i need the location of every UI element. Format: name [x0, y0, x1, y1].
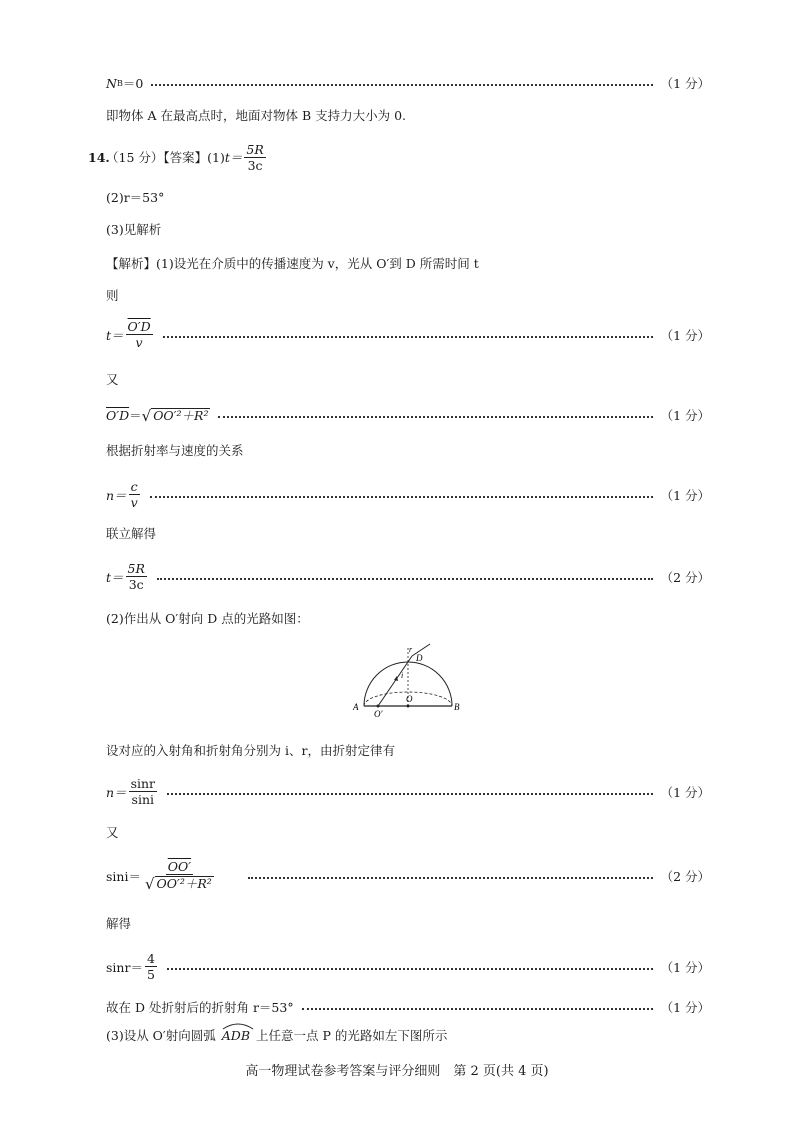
score: （1 分） [660, 784, 710, 800]
eq3-lhs [106, 480, 142, 509]
q14-fraction [244, 143, 265, 172]
score: （1 分） [660, 487, 710, 503]
dot-leader [163, 336, 653, 338]
question-number: 14. [88, 150, 110, 165]
dot-leader [218, 416, 652, 418]
q14-answer-line [106, 143, 268, 172]
answer-2: (2)r＝53° [106, 190, 165, 205]
hemisphere-light-path-diagram [346, 640, 466, 720]
conclusion-text: 即物体 A 在最高点时，地面对物体 B 支持力大小为 0. [106, 108, 407, 123]
part3-text-a: (3)设从 O′射向圆弧 [106, 1028, 216, 1043]
q14-t: t＝ [224, 149, 243, 165]
relation-text: 根据折射率与速度的关系 [106, 443, 244, 458]
score: （2 分） [660, 868, 710, 884]
label-d: D [416, 653, 423, 663]
also-text-2: 又 [106, 825, 119, 840]
score: （1 分） [660, 1000, 710, 1015]
sqrt-radicand: OO′²＋R² [153, 407, 209, 423]
eq5-lhs [106, 777, 159, 806]
eq1-fraction [126, 320, 153, 349]
fraction-numerator: O′D [127, 319, 151, 334]
dot-leader [151, 84, 652, 86]
eq6-sini: sini＝ [106, 868, 141, 884]
eq7-row [106, 952, 710, 981]
fraction-denominator [143, 875, 216, 891]
point-o-prime [377, 705, 380, 708]
eq2-equals: ＝ [129, 408, 142, 423]
label-o-prime: O′ [374, 709, 383, 719]
sqrt-symbol: √ OO′²＋R² [141, 406, 209, 425]
dot-leader [167, 968, 653, 970]
label-r: r [409, 645, 413, 654]
fraction-denominator: 3c [128, 577, 144, 592]
eq4-lhs [106, 562, 149, 591]
arc-adb [222, 1028, 250, 1044]
part3-text-b: 上任意一点 P 的光路如左下图所示 [256, 1028, 448, 1043]
score: （1 分） [660, 76, 710, 91]
arc-symbol [222, 1022, 254, 1030]
fraction-numerator: 4 [146, 951, 155, 966]
eq2-row [106, 406, 710, 424]
eq5-fraction [129, 777, 157, 806]
q14-head: （15 分）【答案】(1) [106, 149, 225, 165]
eq6-row [106, 860, 710, 891]
score: （1 分） [660, 959, 710, 975]
eq6-lhs [106, 860, 218, 891]
eq3-row [106, 480, 710, 509]
solve-text-2: 解得 [106, 916, 132, 931]
score: （1 分） [660, 408, 710, 423]
nb-rhs: ＝0 [122, 76, 144, 91]
eq7-sinr: sinr＝ [106, 959, 143, 975]
eq3-n: n＝ [106, 487, 127, 503]
fraction-numerator: OO′ [167, 859, 192, 874]
label-b: B [454, 702, 460, 712]
dot-leader [167, 793, 653, 795]
fraction-denominator: v [135, 335, 143, 350]
label-o: O [406, 694, 413, 704]
eq1-row [106, 320, 710, 349]
eq4-row [106, 562, 710, 591]
eq5-n: n＝ [106, 784, 127, 800]
also-text: 又 [106, 372, 119, 387]
sqrt-radicand: OO′²＋R² [156, 876, 212, 891]
eq2-o-prime-d: O′D [106, 407, 130, 423]
fraction-numerator: 5R [246, 142, 264, 157]
eq8-row [106, 998, 710, 1016]
label-a: A [353, 702, 359, 712]
point-o [407, 705, 410, 708]
score: （1 分） [660, 327, 710, 343]
eq3-fraction [129, 480, 140, 509]
fraction-denominator: v [130, 495, 138, 510]
fraction-numerator: c [130, 479, 138, 494]
eq4-t: t＝ [106, 569, 124, 585]
score: （2 分） [660, 569, 710, 585]
eq6-fraction [143, 860, 216, 891]
eq1-t: t＝ [106, 327, 124, 343]
fraction-denominator: 3c [247, 158, 263, 173]
arc-label: ADB [221, 1028, 251, 1043]
eq1-lhs [106, 320, 155, 349]
eq4-fraction [126, 562, 147, 591]
part2-text: (2)作出从 O′射向 D 点的光路如图： [106, 611, 309, 626]
solve-text: 联立解得 [106, 526, 157, 541]
fraction-numerator: 5R [127, 561, 145, 576]
then-text: 则 [106, 288, 119, 303]
nb-label: N [106, 75, 117, 91]
label-i: i [401, 671, 404, 680]
fraction-numerator: sinr [130, 776, 156, 791]
eq8-text: 故在 D 处折射后的折射角 r＝53° [106, 1000, 294, 1015]
dot-leader [248, 877, 653, 879]
fraction-denominator: sini [131, 792, 155, 807]
eq7-lhs [106, 952, 159, 981]
answer-3: (3)见解析 [106, 222, 162, 237]
eq5-row [106, 777, 710, 806]
page-footer: 高一物理试卷参考答案与评分细则 第 2 页(共 4 页) [245, 1064, 549, 1079]
eq7-fraction [145, 952, 157, 981]
dot-leader [150, 496, 653, 498]
dot-leader [157, 578, 653, 580]
angles-text: 设对应的入射角和折射角分别为 i、r，由折射定律有 [106, 743, 395, 758]
sqrt-symbol: √ OO′²＋R² [144, 875, 212, 893]
eq2-lhs [106, 406, 210, 424]
analysis-text: 【解析】(1)设光在介质中的传播速度为 v，光从 O′到 D 所需时间 t [106, 256, 479, 271]
fraction-denominator: 5 [146, 967, 155, 982]
part3-line [106, 1028, 447, 1044]
eq-nb-row [106, 74, 710, 92]
nb-sub: B [116, 78, 123, 88]
dot-leader [302, 1008, 653, 1010]
eq-nb-lhs [106, 74, 143, 92]
